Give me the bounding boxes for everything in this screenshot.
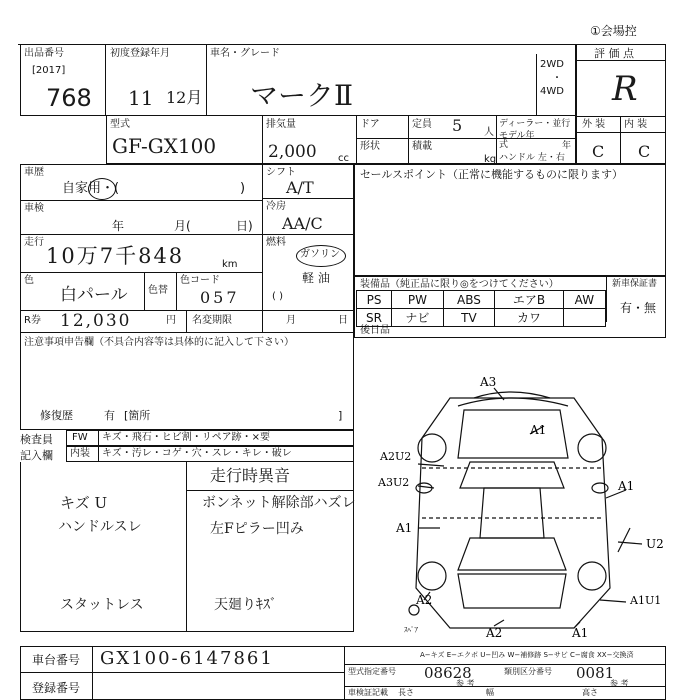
car-name-label: 車名・グレード <box>210 48 280 59</box>
color-no-label: 色替 <box>148 285 168 296</box>
cert-label: 車検証記載 <box>348 688 388 697</box>
equip-tv: TV <box>443 309 494 327</box>
shaken-month: 月( <box>174 219 191 233</box>
fw-label: FW <box>72 432 88 443</box>
color-code-label: 色コード <box>180 275 220 286</box>
length-label: 長さ <box>398 688 414 697</box>
displacement-unit: cc <box>338 153 349 164</box>
sheet-title: ①会場控 <box>590 24 637 38</box>
after-label: 後日品 <box>360 325 390 336</box>
remark-left-1: キズ U <box>60 494 108 512</box>
fw-items: キズ・飛石・ヒビ割・リペア跡・×要 <box>102 432 270 443</box>
equipment-label: 装備品（純正品に限り◎をつけてください） <box>360 279 559 290</box>
class-label: 類別区分番号 <box>504 667 552 676</box>
exterior-value: C <box>592 142 605 161</box>
interior-tag: 内装 <box>70 448 90 459</box>
label-a3u2: A3U2 <box>378 476 410 489</box>
color-value: 白パール <box>60 285 128 305</box>
model-year-label: モデル年式 <box>499 131 535 150</box>
model-value: GF-GX100 <box>112 134 217 158</box>
chassis-value: GX100-6147861 <box>100 648 274 669</box>
repair-place: [箇所 <box>124 409 151 422</box>
remark-right-4: 天廻りｷｽﾞ <box>214 597 277 613</box>
fuel-label: 燃料 <box>266 237 286 248</box>
type-label: 型式指定番号 <box>348 667 396 676</box>
reg-label: 登録番号 <box>32 681 81 695</box>
capacity-unit: 人 <box>484 127 494 138</box>
ref-1: 参 考 <box>456 679 475 688</box>
car-diagram <box>354 338 666 638</box>
repair-label: 修復歴 <box>40 409 73 422</box>
interior-items: キズ・汚レ・コゲ・穴・スレ・キレ・破レ <box>102 448 292 459</box>
equip-navi: ナビ <box>392 309 444 327</box>
first-reg-month: 12月 <box>166 88 203 107</box>
drive-dot: ・ <box>552 73 562 84</box>
legend: A−キズ E−エクボ U−凹み W−補修跡 S−サビ C−腐食 XX−交換済 <box>420 651 634 659</box>
type-value: 08628 <box>424 664 472 682</box>
capacity-value: 5 <box>452 116 463 135</box>
label-a2u2: A2U2 <box>380 450 412 463</box>
first-reg-year: 11 <box>128 86 154 110</box>
capacity-label: 定員 <box>412 119 432 130</box>
remark-left-4: スタットレス <box>60 597 144 613</box>
equip-airbag: エアB <box>495 291 564 309</box>
remark-right-2: 左Fピラー凹み <box>210 521 304 537</box>
ref-2: 参 考 <box>610 679 629 688</box>
remark-left-2: ハンドルスレ <box>58 519 142 535</box>
recycle-label: R券 <box>24 315 41 326</box>
shift-label: シフト <box>266 167 296 178</box>
equip-abs: ABS <box>443 291 494 309</box>
label-a1-front: A1 <box>530 423 547 437</box>
model-label: 型式 <box>110 119 130 130</box>
shaken-day: 日) <box>236 219 253 233</box>
shaken-label: 車検 <box>24 203 44 214</box>
year-tag: [2017] <box>32 65 66 76</box>
usage-label: 車歴 <box>24 167 44 178</box>
warranty-value: 有・無 <box>620 301 657 315</box>
fuel-circle <box>296 245 346 267</box>
color-code-value: 057 <box>200 288 240 307</box>
notes-label: 注意事項申告欄（不具合内容等は具体的に記入して下さい） <box>24 337 294 348</box>
dealer-label: ディーラー・並行 <box>499 119 571 129</box>
equip-aw: AW <box>563 291 605 309</box>
name-change-month: 月 <box>286 315 296 326</box>
exterior-label: 外 装 <box>582 119 606 130</box>
label-a1-right: A1 <box>618 479 635 493</box>
width-label: 幅 <box>486 688 494 697</box>
label-a1-bottom-right: A1 <box>572 626 589 638</box>
first-reg-label: 初度登録年月 <box>110 48 170 59</box>
height-label: 高さ <box>582 688 598 697</box>
color-label: 色 <box>24 275 34 286</box>
lot-number: 768 <box>46 84 92 112</box>
aircon-value: AA/C <box>282 214 323 233</box>
inspector-label: 検査員 <box>20 433 53 446</box>
aircon-label: 冷房 <box>266 201 286 212</box>
class-value: 0081 <box>576 664 615 682</box>
repair-has: 有 <box>104 409 115 422</box>
recorder-label: 記入欄 <box>20 449 53 462</box>
sales-point-label: セールスポイント（正常に機能するものに限ります） <box>360 168 624 181</box>
rating-label: 評 価 点 <box>594 47 634 60</box>
fuel-paren: ( ) <box>272 291 283 302</box>
mileage-label: 走行 <box>24 237 44 248</box>
recycle-value: 12,030 <box>60 311 132 331</box>
usage-close: ) <box>240 181 246 196</box>
equip-ps: PS <box>357 291 392 309</box>
usage-circle <box>88 178 116 200</box>
fuel-value: ガソリン <box>300 249 340 260</box>
displacement-label: 排気量 <box>266 119 296 130</box>
lot-label: 出品番号 <box>24 48 64 59</box>
equipment-table <box>356 290 606 327</box>
interior-label: 内 装 <box>624 119 648 130</box>
load-unit: kg <box>484 154 497 165</box>
shape-label: 形状 <box>360 141 380 152</box>
label-a2-bottom: A2 <box>486 626 503 638</box>
name-change-label: 名変期限 <box>192 315 232 326</box>
drive-4wd: 4WD <box>540 86 564 97</box>
chassis-label: 車台番号 <box>32 653 81 667</box>
model-year-unit: 年 <box>562 141 572 151</box>
label-spare: ｽﾍﾟｱ <box>404 626 418 634</box>
recycle-unit: 円 <box>166 315 176 326</box>
drive-2wd: 2WD <box>540 59 564 70</box>
name-change-day: 日 <box>338 315 348 326</box>
equip-pw: PW <box>392 291 444 309</box>
handle-label: ハンドル 左・右 <box>499 153 565 163</box>
mileage-value: 10万7千848 <box>46 244 185 268</box>
remark-top: 走行時異音 <box>210 466 291 485</box>
usage-value: 自家用・( <box>62 181 120 196</box>
door-label: ドア <box>360 119 380 130</box>
label-a1u1-rear-right: A1U1 <box>630 594 662 607</box>
fuel-diesel: 軽 油 <box>302 271 330 285</box>
label-a2-rear-left: A2 <box>416 593 433 607</box>
warranty-label: 新車保証書 <box>612 279 658 289</box>
shaken-year: 年 <box>112 219 125 233</box>
repair-bracket: ] <box>338 409 343 422</box>
mileage-unit: km <box>222 259 238 270</box>
interior-value: C <box>638 142 651 161</box>
label-u2-right: U2 <box>646 537 664 551</box>
load-label: 積載 <box>412 141 432 152</box>
remark-right-1: ボンネット解除部ハズレ <box>202 495 356 511</box>
rating-value: R <box>612 69 638 109</box>
label-a1-side-left: A1 <box>396 521 413 535</box>
equip-sr: SR <box>357 309 392 327</box>
equip-leather: カワ <box>495 309 564 327</box>
car-name: マークⅡ <box>250 79 354 112</box>
shift-value: A/T <box>286 178 314 197</box>
displacement-value: 2,000 <box>268 142 317 162</box>
label-a3-top: A3 <box>480 375 497 389</box>
